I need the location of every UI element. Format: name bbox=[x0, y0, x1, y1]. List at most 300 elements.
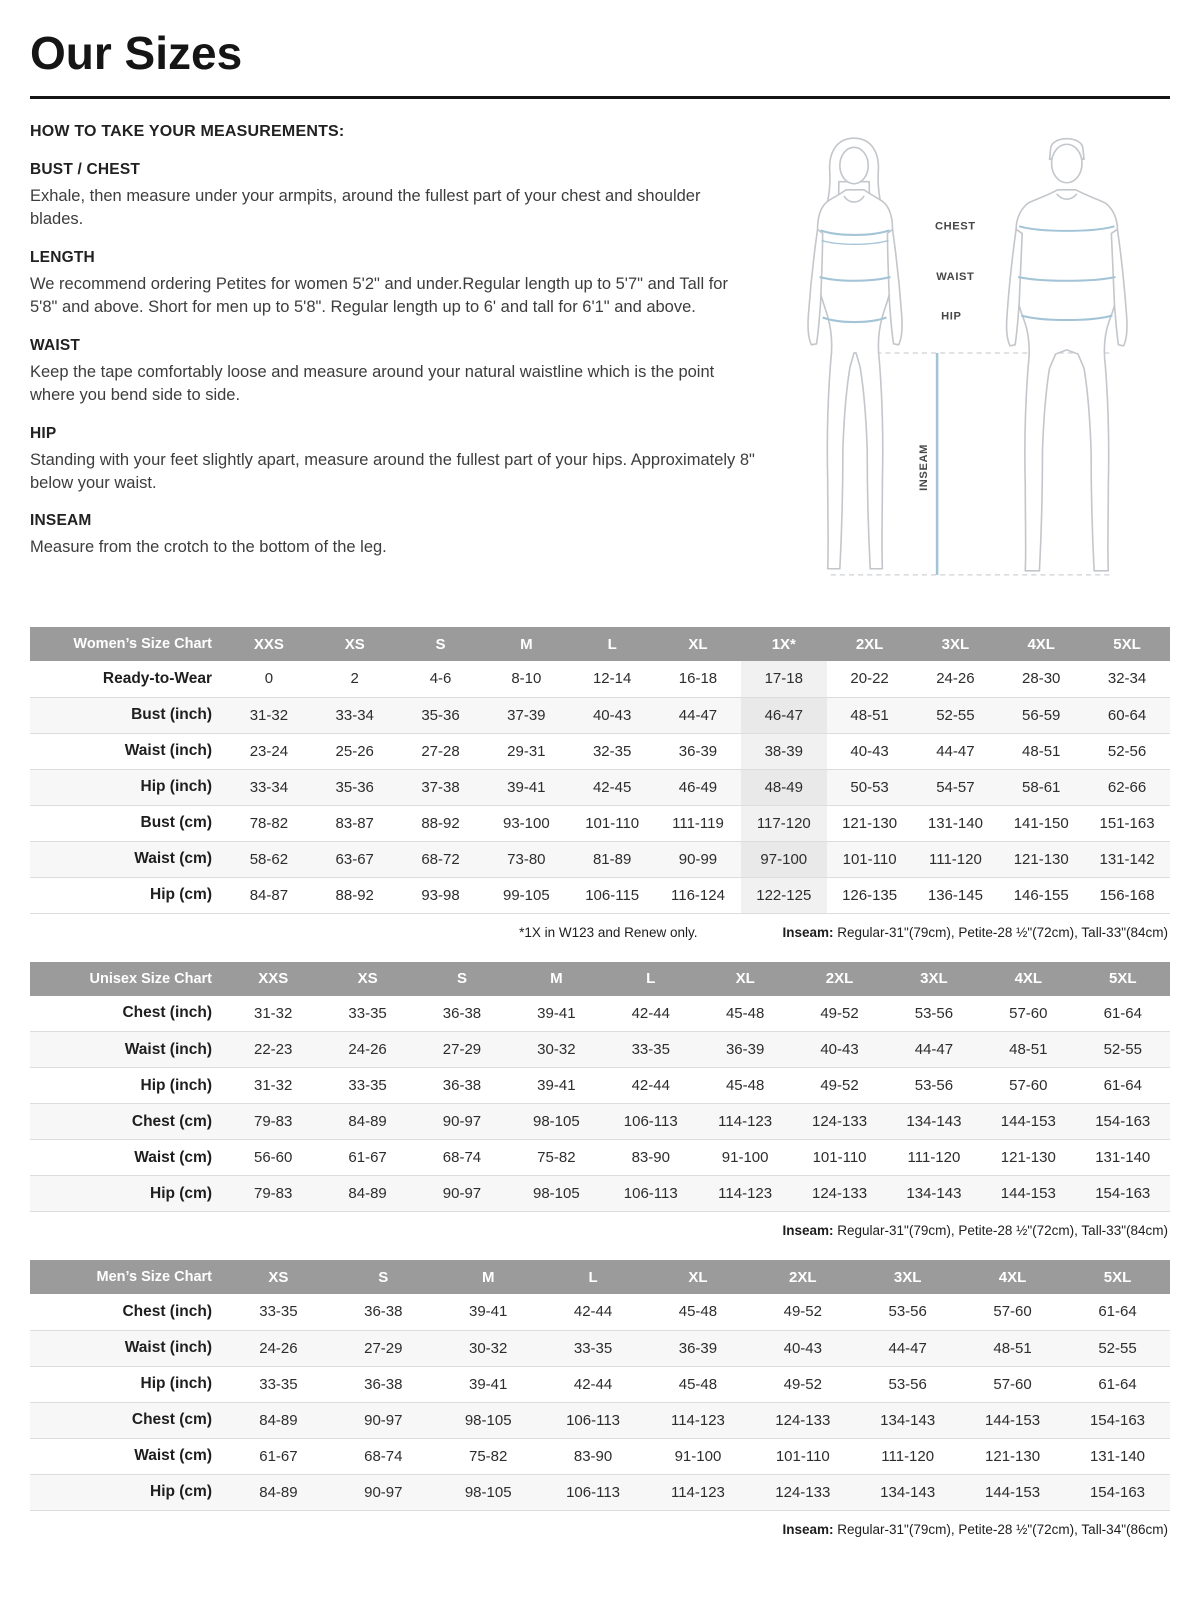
value-cell: 53-56 bbox=[888, 1303, 927, 1321]
value-cell: 39-41 bbox=[469, 1375, 508, 1393]
size-column-header: S bbox=[415, 962, 509, 996]
size-column-header: XXS bbox=[226, 627, 312, 661]
value-cell: 33-34 bbox=[335, 706, 374, 724]
size-table bbox=[30, 1260, 1170, 1511]
value-cell: 93-100 bbox=[502, 814, 550, 832]
table-row bbox=[30, 1068, 1170, 1104]
value-cell: 52-56 bbox=[1107, 742, 1147, 760]
value-cell: 33-35 bbox=[259, 1375, 298, 1393]
value-cell: 60-64 bbox=[1107, 706, 1147, 724]
value-cell: 61-67 bbox=[348, 1149, 387, 1167]
value-cell: 84-89 bbox=[348, 1185, 387, 1203]
section-body: Keep the tape comfortably loose and measure around your natural waistline which is the point where you bend side to side. bbox=[30, 362, 715, 405]
size-chart-1 bbox=[30, 962, 1170, 1239]
table-name: Women’s Size Chart bbox=[30, 627, 226, 661]
table-row bbox=[30, 1294, 1170, 1330]
value-cell: 111-120 bbox=[881, 1447, 935, 1465]
row-label: Chest (cm) bbox=[131, 1112, 212, 1130]
value-cell: 32-35 bbox=[592, 742, 632, 760]
value-cell: 48-51 bbox=[1022, 742, 1061, 760]
value-cell: 57-60 bbox=[993, 1303, 1032, 1321]
value-cell: 97-100 bbox=[741, 841, 827, 877]
table-name: Unisex Size Chart bbox=[30, 962, 226, 996]
value-cell: 36-38 bbox=[442, 1077, 482, 1095]
value-cell: 88-92 bbox=[421, 814, 460, 832]
value-cell: 124-133 bbox=[775, 1411, 831, 1429]
size-column-header: 4XL bbox=[960, 1260, 1065, 1294]
man-head bbox=[1052, 144, 1082, 182]
size-column-header: 5XL bbox=[1076, 962, 1170, 996]
body-measurement-diagram bbox=[775, 123, 1160, 601]
footnote bbox=[30, 1223, 1168, 1238]
size-column-header: 3XL bbox=[887, 962, 981, 996]
value-cell: 53-56 bbox=[914, 1077, 954, 1095]
row-label: Bust (inch) bbox=[131, 706, 212, 724]
value-cell: 24-26 bbox=[259, 1339, 298, 1357]
size-charts bbox=[30, 627, 1170, 1537]
page-title: Our Sizes bbox=[30, 26, 1170, 99]
table-row bbox=[30, 996, 1170, 1032]
inseam-note-label: Inseam: bbox=[782, 1521, 834, 1537]
value-cell: 124-133 bbox=[775, 1483, 831, 1501]
value-cell: 48-49 bbox=[741, 769, 827, 805]
size-column-header: M bbox=[483, 627, 569, 661]
table-row bbox=[30, 805, 1170, 841]
value-cell: 126-135 bbox=[842, 886, 898, 904]
value-cell: 117-120 bbox=[741, 805, 827, 841]
section-body: Exhale, then measure under your armpits, around the fullest part of your chest and shoulder blades. bbox=[30, 187, 701, 229]
value-cell: 136-145 bbox=[927, 886, 983, 904]
value-cell: 42-44 bbox=[631, 1077, 670, 1095]
table-row bbox=[30, 1032, 1170, 1068]
value-cell: 31-32 bbox=[254, 1077, 293, 1095]
value-cell: 156-168 bbox=[1099, 886, 1155, 904]
table-row bbox=[30, 661, 1170, 697]
value-cell: 44-47 bbox=[936, 742, 975, 760]
value-cell: 61-64 bbox=[1103, 1004, 1142, 1022]
value-cell: 121-130 bbox=[1000, 1149, 1056, 1167]
value-cell: 144-153 bbox=[1000, 1185, 1056, 1203]
value-cell: 144-153 bbox=[1000, 1113, 1056, 1131]
value-cell: 52-55 bbox=[1098, 1339, 1137, 1357]
value-cell: 36-38 bbox=[442, 1004, 482, 1022]
chest-label: CHEST bbox=[934, 220, 976, 233]
section-title: LENGTH bbox=[30, 248, 95, 266]
table-row bbox=[30, 697, 1170, 733]
value-cell: 29-31 bbox=[507, 742, 546, 760]
value-cell: 45-48 bbox=[678, 1303, 718, 1321]
value-cell: 39-41 bbox=[507, 778, 546, 796]
value-cell: 45-48 bbox=[678, 1375, 718, 1393]
value-cell: 56-60 bbox=[254, 1149, 293, 1167]
value-cell: 84-89 bbox=[259, 1411, 298, 1429]
value-cell: 48-51 bbox=[1009, 1041, 1048, 1059]
size-column-header: XS bbox=[226, 1260, 331, 1294]
value-cell: 56-59 bbox=[1022, 706, 1061, 724]
table-row bbox=[30, 1438, 1170, 1474]
value-cell: 46-49 bbox=[678, 778, 718, 796]
section-title: HIP bbox=[30, 424, 57, 442]
value-cell: 154-163 bbox=[1095, 1113, 1151, 1131]
value-cell: 78-82 bbox=[249, 814, 289, 832]
value-cell: 131-140 bbox=[1089, 1447, 1146, 1465]
value-cell: 90-99 bbox=[678, 850, 718, 868]
section-body: Measure from the crotch to the bottom of the leg. bbox=[30, 538, 387, 557]
section-title: INSEAM bbox=[30, 512, 92, 530]
size-column-header: L bbox=[569, 627, 655, 661]
header-row bbox=[30, 962, 1170, 996]
value-cell: 42-44 bbox=[573, 1375, 613, 1393]
value-cell: 40-43 bbox=[820, 1041, 859, 1059]
page-header bbox=[30, 26, 1170, 99]
row-label: Waist (inch) bbox=[124, 742, 212, 760]
value-cell: 57-60 bbox=[1009, 1004, 1048, 1022]
value-cell: 48-51 bbox=[993, 1339, 1032, 1357]
row-label: Hip (inch) bbox=[140, 778, 212, 796]
value-cell: 106-113 bbox=[566, 1411, 621, 1429]
man-body bbox=[1016, 190, 1117, 571]
value-cell: 98-105 bbox=[533, 1185, 580, 1203]
instructions-heading: HOW TO TAKE YOUR MEASUREMENTS: bbox=[30, 123, 345, 140]
value-cell: 33-34 bbox=[249, 778, 289, 796]
value-cell: 30-32 bbox=[469, 1339, 508, 1357]
size-column-header: L bbox=[541, 1260, 646, 1294]
value-cell: 151-163 bbox=[1099, 814, 1155, 832]
value-cell: 46-47 bbox=[741, 697, 827, 733]
value-cell: 101-110 bbox=[585, 814, 640, 832]
row-label: Waist (cm) bbox=[134, 850, 212, 868]
value-cell: 38-39 bbox=[741, 733, 827, 769]
value-cell: 24-26 bbox=[348, 1041, 387, 1059]
value-cell: 124-133 bbox=[812, 1185, 868, 1203]
size-column-header: 2XL bbox=[792, 962, 886, 996]
value-cell: 114-123 bbox=[718, 1113, 773, 1131]
size-column-header: 5XL bbox=[1084, 627, 1170, 661]
value-cell: 154-163 bbox=[1095, 1185, 1151, 1203]
value-cell: 131-140 bbox=[927, 814, 983, 832]
value-cell: 134-143 bbox=[880, 1411, 936, 1429]
value-cell: 61-64 bbox=[1098, 1303, 1137, 1321]
size-column-header: S bbox=[331, 1260, 436, 1294]
row-label: Waist (inch) bbox=[124, 1040, 212, 1058]
header-row bbox=[30, 627, 1170, 661]
waist-label: WAIST bbox=[936, 271, 975, 284]
value-cell: 63-67 bbox=[335, 850, 374, 868]
size-column-header: 3XL bbox=[913, 627, 999, 661]
row-label: Chest (inch) bbox=[122, 1302, 212, 1320]
footnote bbox=[30, 925, 1168, 940]
value-cell: 20-22 bbox=[850, 670, 889, 688]
value-cell: 98-105 bbox=[464, 1483, 512, 1501]
table-row bbox=[30, 841, 1170, 877]
table-row bbox=[30, 1140, 1170, 1176]
value-cell: 57-60 bbox=[993, 1375, 1032, 1393]
value-cell: 79-83 bbox=[254, 1185, 293, 1203]
inseam-note: Inseam: Regular-31"(79cm), Petite-28 ½"(72cm), Tall-33"(84cm) bbox=[782, 924, 1168, 940]
value-cell: 106-115 bbox=[585, 886, 640, 904]
value-cell: 31-32 bbox=[249, 706, 289, 724]
value-cell: 93-98 bbox=[421, 886, 460, 904]
value-cell: 44-47 bbox=[914, 1041, 954, 1059]
value-cell: 37-39 bbox=[507, 706, 546, 724]
table-row bbox=[30, 1176, 1170, 1212]
value-cell: 84-87 bbox=[249, 886, 289, 904]
size-column-header: 4XL bbox=[981, 962, 1075, 996]
value-cell: 134-143 bbox=[906, 1113, 962, 1131]
row-label: Chest (inch) bbox=[122, 1004, 212, 1022]
value-cell: 40-43 bbox=[592, 706, 632, 724]
value-cell: 17-18 bbox=[741, 661, 827, 697]
value-cell: 121-130 bbox=[985, 1447, 1041, 1465]
table-row bbox=[30, 769, 1170, 805]
value-cell: 53-56 bbox=[914, 1004, 954, 1022]
value-cell: 39-41 bbox=[469, 1303, 508, 1321]
value-cell: 33-35 bbox=[631, 1041, 670, 1059]
value-cell: 106-113 bbox=[623, 1185, 678, 1203]
measurement-guide bbox=[30, 123, 1170, 601]
size-column-header: XS bbox=[312, 627, 398, 661]
value-cell: 122-125 bbox=[741, 877, 827, 913]
size-table bbox=[30, 627, 1170, 914]
value-cell: 154-163 bbox=[1089, 1411, 1146, 1429]
row-label: Ready-to-Wear bbox=[102, 669, 212, 687]
value-cell: 58-61 bbox=[1022, 778, 1061, 796]
value-cell: 90-97 bbox=[442, 1113, 482, 1131]
value-cell: 27-29 bbox=[442, 1041, 482, 1059]
value-cell: 45-48 bbox=[725, 1004, 765, 1022]
value-cell: 68-74 bbox=[364, 1447, 403, 1465]
table-row bbox=[30, 1402, 1170, 1438]
value-cell: 36-39 bbox=[678, 1339, 718, 1357]
value-cell: 91-100 bbox=[674, 1447, 722, 1465]
value-cell: 33-35 bbox=[348, 1004, 387, 1022]
value-cell: 27-28 bbox=[421, 742, 460, 760]
size-chart-2 bbox=[30, 1260, 1170, 1537]
value-cell: 88-92 bbox=[335, 886, 374, 904]
value-cell: 146-155 bbox=[1013, 886, 1069, 904]
value-cell: 131-142 bbox=[1099, 850, 1155, 868]
value-cell: 98-105 bbox=[533, 1113, 580, 1131]
value-cell: 106-113 bbox=[566, 1483, 621, 1501]
value-cell: 73-80 bbox=[507, 850, 546, 868]
value-cell: 33-35 bbox=[573, 1339, 613, 1357]
size-column-header: 2XL bbox=[750, 1260, 855, 1294]
value-cell: 36-39 bbox=[678, 742, 718, 760]
value-cell: 40-43 bbox=[850, 742, 889, 760]
value-cell: 81-89 bbox=[592, 850, 632, 868]
value-cell: 0 bbox=[264, 670, 274, 688]
value-cell: 22-23 bbox=[254, 1041, 293, 1059]
row-label: Waist (inch) bbox=[124, 1339, 212, 1357]
table-row bbox=[30, 1366, 1170, 1402]
row-label: Hip (inch) bbox=[140, 1076, 212, 1094]
value-cell: 31-32 bbox=[254, 1004, 293, 1022]
row-label: Bust (cm) bbox=[140, 814, 212, 832]
value-cell: 141-150 bbox=[1013, 814, 1069, 832]
value-cell: 121-130 bbox=[1013, 850, 1069, 868]
value-cell: 98-105 bbox=[464, 1411, 512, 1429]
value-cell: 39-41 bbox=[537, 1004, 576, 1022]
value-cell: 134-143 bbox=[880, 1483, 936, 1501]
section-waist bbox=[30, 337, 757, 408]
value-cell: 101-110 bbox=[812, 1149, 867, 1167]
footnote bbox=[30, 1522, 1168, 1537]
row-label: Waist (cm) bbox=[134, 1447, 212, 1465]
size-column-header: L bbox=[604, 962, 698, 996]
value-cell: 90-97 bbox=[364, 1411, 403, 1429]
value-cell: 23-24 bbox=[249, 742, 289, 760]
value-cell: 28-30 bbox=[1022, 670, 1061, 688]
value-cell: 111-119 bbox=[672, 814, 724, 832]
table-row bbox=[30, 1474, 1170, 1510]
section-bust-chest bbox=[30, 161, 757, 232]
size-chart-0 bbox=[30, 627, 1170, 940]
row-label: Hip (cm) bbox=[150, 1184, 212, 1202]
value-cell: 68-72 bbox=[421, 850, 460, 868]
value-cell: 42-45 bbox=[592, 778, 632, 796]
section-length bbox=[30, 249, 757, 320]
value-cell: 114-123 bbox=[718, 1185, 773, 1203]
value-cell: 91-100 bbox=[721, 1149, 769, 1167]
value-cell: 37-38 bbox=[421, 778, 460, 796]
value-cell: 52-55 bbox=[936, 706, 975, 724]
section-title: WAIST bbox=[30, 336, 81, 354]
inseam-note: Inseam: Regular-31"(79cm), Petite-28 ½"(72cm), Tall-34"(86cm) bbox=[782, 1521, 1168, 1537]
man-left-arm bbox=[1007, 229, 1023, 346]
value-cell: 90-97 bbox=[364, 1483, 403, 1501]
value-cell: 83-87 bbox=[335, 814, 374, 832]
man-figure bbox=[1007, 139, 1127, 571]
row-label: Hip (cm) bbox=[150, 1483, 212, 1501]
value-cell: 39-41 bbox=[537, 1077, 576, 1095]
value-cell: 57-60 bbox=[1009, 1077, 1048, 1095]
value-cell: 25-26 bbox=[335, 742, 374, 760]
value-cell: 84-89 bbox=[259, 1483, 298, 1501]
inseam-label: INSEAM bbox=[917, 443, 930, 491]
value-cell: 61-67 bbox=[259, 1447, 298, 1465]
value-cell: 8-10 bbox=[511, 670, 542, 688]
value-cell: 101-110 bbox=[842, 850, 897, 868]
section-body: We recommend ordering Petites for women 5'2" and under.Regular length up to 5'7" and Tall for 5'8" and above. Short for men up to 5'8". Regular length up to 6' and tall for 6'1" and above. bbox=[30, 274, 728, 317]
value-cell: 33-35 bbox=[348, 1077, 387, 1095]
figures-illustration bbox=[775, 125, 1160, 601]
value-cell: 61-64 bbox=[1103, 1077, 1142, 1095]
value-cell: 54-57 bbox=[936, 778, 975, 796]
value-cell: 49-52 bbox=[783, 1303, 822, 1321]
size-column-header: M bbox=[509, 962, 603, 996]
inseam-note-label: Inseam: bbox=[782, 924, 834, 940]
value-cell: 52-55 bbox=[1103, 1041, 1142, 1059]
value-cell: 44-47 bbox=[888, 1339, 927, 1357]
value-cell: 36-38 bbox=[364, 1375, 403, 1393]
size-column-header: S bbox=[398, 627, 484, 661]
value-cell: 134-143 bbox=[906, 1185, 962, 1203]
value-cell: 16-18 bbox=[678, 670, 718, 688]
woman-left-arm bbox=[808, 229, 823, 344]
size-column-header: 1X* bbox=[741, 627, 827, 661]
value-cell: 154-163 bbox=[1089, 1483, 1146, 1501]
size-column-header: 2XL bbox=[827, 627, 913, 661]
size-column-header: 3XL bbox=[855, 1260, 960, 1294]
size-column-header: XL bbox=[698, 962, 792, 996]
value-cell: 62-66 bbox=[1107, 778, 1147, 796]
size-column-header: XS bbox=[320, 962, 414, 996]
value-cell: 4-6 bbox=[429, 670, 452, 688]
measurement-instructions bbox=[30, 123, 775, 601]
value-cell: 144-153 bbox=[985, 1411, 1041, 1429]
value-cell: 68-74 bbox=[442, 1149, 482, 1167]
value-cell: 33-35 bbox=[259, 1303, 298, 1321]
row-label: Chest (cm) bbox=[131, 1411, 212, 1429]
size-column-header: M bbox=[436, 1260, 541, 1294]
value-cell: 99-105 bbox=[502, 886, 550, 904]
footnote-asterisk-note: *1X in W123 and Renew only. bbox=[519, 924, 698, 940]
value-cell: 144-153 bbox=[985, 1483, 1041, 1501]
value-cell: 35-36 bbox=[335, 778, 374, 796]
value-cell: 111-120 bbox=[928, 850, 982, 868]
value-cell: 45-48 bbox=[725, 1077, 765, 1095]
table-row bbox=[30, 877, 1170, 913]
value-cell: 101-110 bbox=[775, 1447, 830, 1465]
value-cell: 36-39 bbox=[725, 1041, 765, 1059]
size-table bbox=[30, 962, 1170, 1213]
value-cell: 83-90 bbox=[573, 1447, 613, 1465]
value-cell: 49-52 bbox=[820, 1077, 859, 1095]
size-column-header: XXS bbox=[226, 962, 320, 996]
value-cell: 12-14 bbox=[592, 670, 632, 688]
woman-head bbox=[840, 147, 868, 183]
value-cell: 131-140 bbox=[1095, 1149, 1151, 1167]
value-cell: 50-53 bbox=[850, 778, 889, 796]
table-row bbox=[30, 1330, 1170, 1366]
value-cell: 84-89 bbox=[348, 1113, 387, 1131]
table-row bbox=[30, 1104, 1170, 1140]
value-cell: 114-123 bbox=[670, 1483, 725, 1501]
value-cell: 114-123 bbox=[670, 1411, 725, 1429]
value-cell: 53-56 bbox=[888, 1375, 927, 1393]
value-cell: 32-34 bbox=[1107, 670, 1147, 688]
woman-right-arm bbox=[887, 229, 902, 344]
row-label: Waist (cm) bbox=[134, 1148, 212, 1166]
value-cell: 36-38 bbox=[364, 1303, 403, 1321]
value-cell: 111-120 bbox=[907, 1149, 961, 1167]
header-row bbox=[30, 1260, 1170, 1294]
value-cell: 75-82 bbox=[469, 1447, 508, 1465]
value-cell: 58-62 bbox=[249, 850, 289, 868]
section-hip bbox=[30, 425, 757, 496]
value-cell: 83-90 bbox=[631, 1149, 670, 1167]
value-cell: 44-47 bbox=[678, 706, 718, 724]
value-cell: 24-26 bbox=[936, 670, 975, 688]
inseam-note-label: Inseam: bbox=[782, 1223, 834, 1239]
value-cell: 30-32 bbox=[537, 1041, 576, 1059]
section-body: Standing with your feet slightly apart, measure around the fullest part of your hips. Approximately 8" below your waist. bbox=[30, 450, 755, 492]
value-cell: 124-133 bbox=[812, 1113, 868, 1131]
section-title: BUST / CHEST bbox=[30, 161, 141, 178]
value-cell: 79-83 bbox=[254, 1113, 293, 1131]
inseam-note: Inseam: Regular-31"(79cm), Petite-28 ½"(72cm), Tall-33"(84cm) bbox=[782, 1223, 1168, 1239]
size-column-header: XL bbox=[655, 627, 741, 661]
value-cell: 35-36 bbox=[421, 706, 460, 724]
row-label: Hip (inch) bbox=[140, 1375, 212, 1393]
value-cell: 75-82 bbox=[537, 1149, 576, 1167]
value-cell: 121-130 bbox=[842, 814, 898, 832]
value-cell: 42-44 bbox=[631, 1004, 670, 1022]
value-cell: 2 bbox=[350, 670, 359, 688]
value-cell: 106-113 bbox=[623, 1113, 678, 1131]
size-column-header: 4XL bbox=[998, 627, 1084, 661]
value-cell: 27-29 bbox=[364, 1339, 403, 1357]
